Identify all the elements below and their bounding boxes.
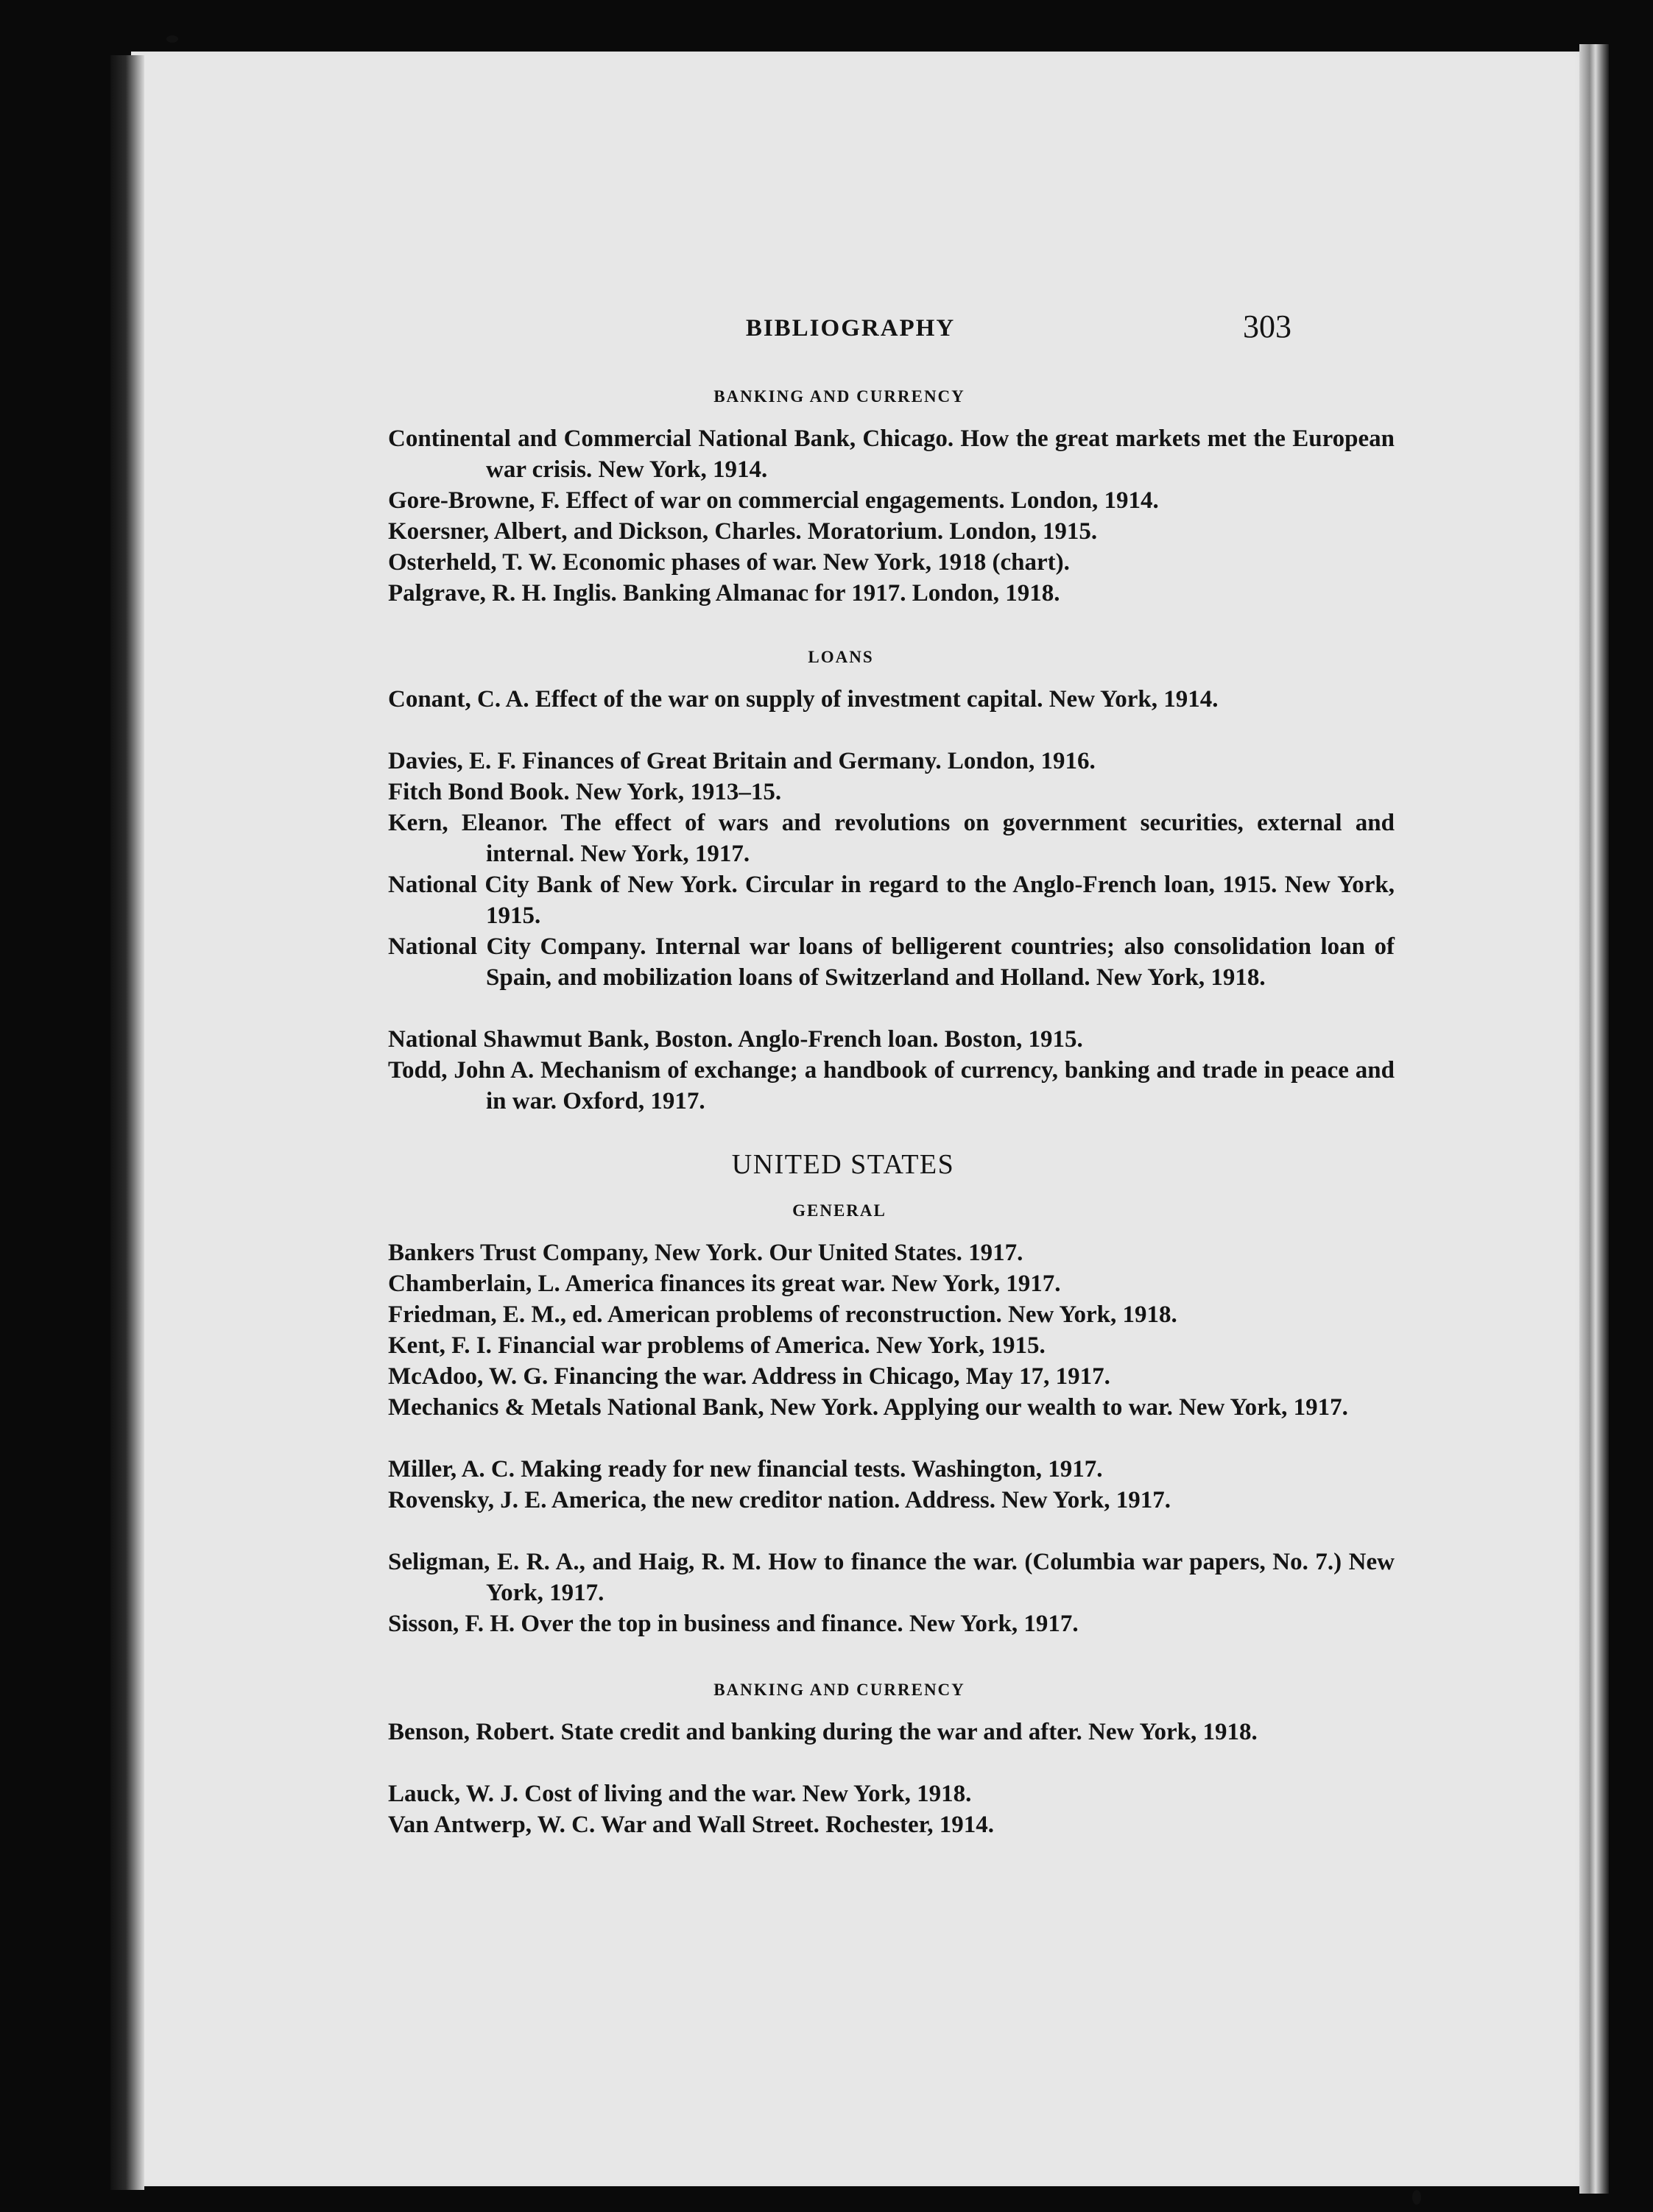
bibliography-entry: Continental and Commercial National Bank, Chicago. How the great markets met the European war crisis. New York, 1914. <box>388 425 1395 483</box>
section-heading-united-states: UNITED STATES <box>731 1149 955 1180</box>
bibliography-entry: Kent, F. I. Financial war problems of America. New York, 1915. <box>388 1332 1046 1359</box>
bibliography-entry: Conant, C. A. Effect of the war on supply of investment capital. New York, 1914. <box>388 686 1219 713</box>
bibliography-entry: McAdoo, W. G. Financing the war. Address in Chicago, May 17, 1917. <box>388 1363 1110 1390</box>
bibliography-entry: Miller, A. C. Making ready for new financial tests. Washington, 1917. <box>388 1456 1103 1483</box>
bibliography-entry: Van Antwerp, W. C. War and Wall Street. Rochester, 1914. <box>388 1812 994 1838</box>
bibliography-entry: Todd, John A. Mechanism of exchange; a handbook of currency, banking and trade in peace and in war. Oxford, 1917. <box>388 1057 1395 1114</box>
page-binding-shadow <box>110 55 144 2190</box>
subsection-heading-general: GENERAL <box>792 1201 887 1220</box>
bibliography-entry: Osterheld, T. W. Economic phases of war. New York, 1918 (chart). <box>388 549 1070 576</box>
bibliography-entry: Kern, Eleanor. The effect of wars and revolutions on government securities, external and internal. New York, 1917. <box>388 810 1395 867</box>
bibliography-entry: Gore-Browne, F. Effect of war on commercial engagements. London, 1914. <box>388 487 1159 514</box>
bibliography-entry: Sisson, F. H. Over the top in business and finance. New York, 1917. <box>388 1611 1079 1637</box>
subsection-heading-banking-currency: BANKING AND CURRENCY <box>713 1681 965 1699</box>
page-number: 303 <box>1243 308 1291 344</box>
bibliography-entry: Mechanics & Metals National Bank, New York. Applying our wealth to war. New York, 1917. <box>388 1394 1348 1421</box>
scan-speck <box>1412 2190 1421 2205</box>
bibliography-entry: Seligman, E. R. A., and Haig, R. M. How to finance the war. (Columbia war papers, No. 7.) New York, 1917. <box>388 1549 1395 1606</box>
scan-speck <box>166 35 178 43</box>
bibliography-entry: Chamberlain, L. America finances its great war. New York, 1917. <box>388 1271 1061 1297</box>
bibliography-entry: National City Bank of New York. Circular in regard to the Anglo-French loan, 1915. New York, 1915. <box>388 872 1395 929</box>
bibliography-entry: Palgrave, R. H. Inglis. Banking Almanac for 1917. London, 1918. <box>388 580 1060 607</box>
bibliography-entry: National City Company. Internal war loans of belligerent countries; also consolidation loan of Spain, and mobilization loans of Switzerland and Holland. New York, 1918. <box>388 933 1395 991</box>
subsection-heading-banking-currency: BANKING AND CURRENCY <box>713 387 965 406</box>
subsection-heading-loans: LOANS <box>808 648 874 666</box>
bibliography-entry: Bankers Trust Company, New York. Our United States. 1917. <box>388 1240 1023 1266</box>
bibliography-entry: Benson, Robert. State credit and banking during the war and after. New York, 1918. <box>388 1719 1258 1745</box>
bibliography-entry: Koersner, Albert, and Dickson, Charles. Moratorium. London, 1915. <box>388 518 1098 545</box>
page-fore-edge <box>1579 44 1609 2194</box>
bibliography-entry: Rovensky, J. E. America, the new creditor nation. Address. New York, 1917. <box>388 1487 1171 1513</box>
bibliography-entry: Fitch Bond Book. New York, 1913–15. <box>388 779 782 805</box>
bibliography-entry: Friedman, E. M., ed. American problems of reconstruction. New York, 1918. <box>388 1301 1177 1328</box>
bibliography-entry: National Shawmut Bank, Boston. Anglo-French loan. Boston, 1915. <box>388 1026 1083 1053</box>
book-page <box>131 52 1600 2186</box>
bibliography-entry: Lauck, W. J. Cost of living and the war. New York, 1918. <box>388 1781 972 1807</box>
bibliography-entry: Davies, E. F. Finances of Great Britain and Germany. London, 1916. <box>388 748 1096 774</box>
running-header: BIBLIOGRAPHY <box>745 315 956 342</box>
